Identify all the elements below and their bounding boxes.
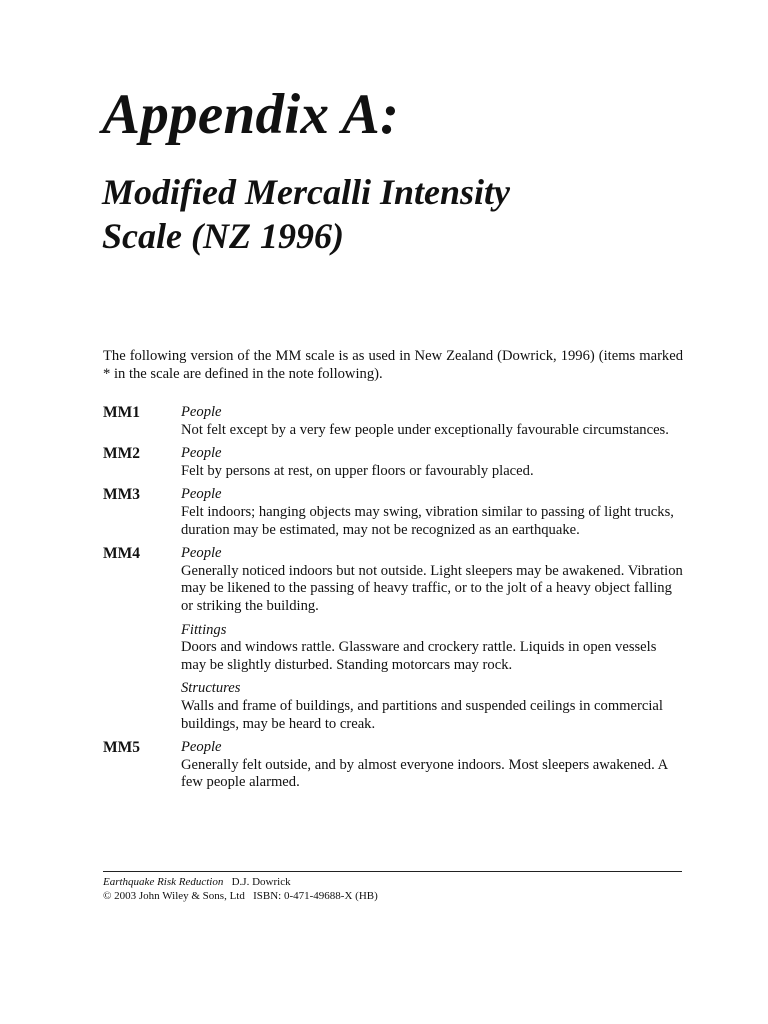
section-heading: People [181,404,222,420]
entry-section [181,404,683,439]
scale-entry-mm5 [103,739,683,792]
section-heading: Structures [181,680,241,697]
section-heading: People [181,545,222,562]
section-text: Not felt except by a very few people under exceptionally favourable circumstances. [181,421,669,438]
footer-citation-line [103,875,378,889]
section-heading: People [181,445,222,462]
page-title: Appendix A: [102,83,400,146]
scale-entry-mm1 [103,404,683,439]
section-text: Felt indoors; hanging objects may swing, vibration similar to passing of light trucks, duration may be estimated, may not be recognized as an earthquake. [181,503,674,538]
scale-entry-mm3 [103,486,683,539]
footer-copyright: © 2003 John Wiley & Sons, Ltd [103,890,245,902]
footer-isbn: ISBN: 0-471-49688-X (HB) [253,890,378,902]
section-text: Doors and windows rattle. Glassware and crockery rattle. Liquids in open vessels may be slightly disturbed. Standing motorcars may rock. [181,639,657,673]
entry-body [181,486,683,539]
entry-section [181,545,683,615]
entry-section [181,739,683,792]
intensity-code: MM1 [103,404,141,421]
page-subtitle [102,170,702,258]
section-text: Walls and frame of buildings, and partitions and suspended ceilings in commercial buildings, may be heard to creak. [181,697,663,732]
section-text: Generally noticed indoors but not outside. Light sleepers may be awakened. Vibration may be likened to the passing of heavy traffic, or to the jolt of a heavy object falling or striking the building. [181,562,683,614]
footer-copyright-line [103,889,378,903]
scale-entry-mm2 [103,445,683,480]
section-heading: People [181,739,222,756]
section-heading: Fittings [181,621,227,638]
intensity-code: MM2 [103,445,141,463]
scale-entry-mm4 [103,545,683,733]
subtitle-line-1: Modified Mercalli Intensity [102,172,510,212]
footer-author: D.J. Dowrick [231,876,291,888]
section-text: Felt by persons at rest, on upper floors or favourably placed. [181,462,534,479]
entry-body [181,739,683,792]
section-heading: People [181,486,222,503]
intro-paragraph: The following version of the MM scale is as used in New Zealand (Dowrick, 1996) (items marked * in the scale are defined in the note following). [103,348,683,382]
entry-section [181,622,683,675]
subtitle-line-2: Scale (NZ 1996) [102,216,344,256]
intensity-code: MM5 [103,739,141,757]
intensity-scale-list [103,404,683,798]
entry-section [181,486,683,539]
entry-section [181,680,683,733]
entry-body [181,545,683,733]
entry-section [181,445,683,480]
entry-body [181,404,683,439]
footer-divider [103,871,682,872]
section-text: Generally felt outside, and by almost everyone indoors. Most sleepers awakened. A few people alarmed. [181,756,668,791]
page-footer [103,875,378,903]
intensity-code: MM3 [103,486,141,504]
footer-book-title: Earthquake Risk Reduction [103,876,224,888]
entry-body [181,445,683,480]
intensity-code: MM4 [103,545,141,563]
